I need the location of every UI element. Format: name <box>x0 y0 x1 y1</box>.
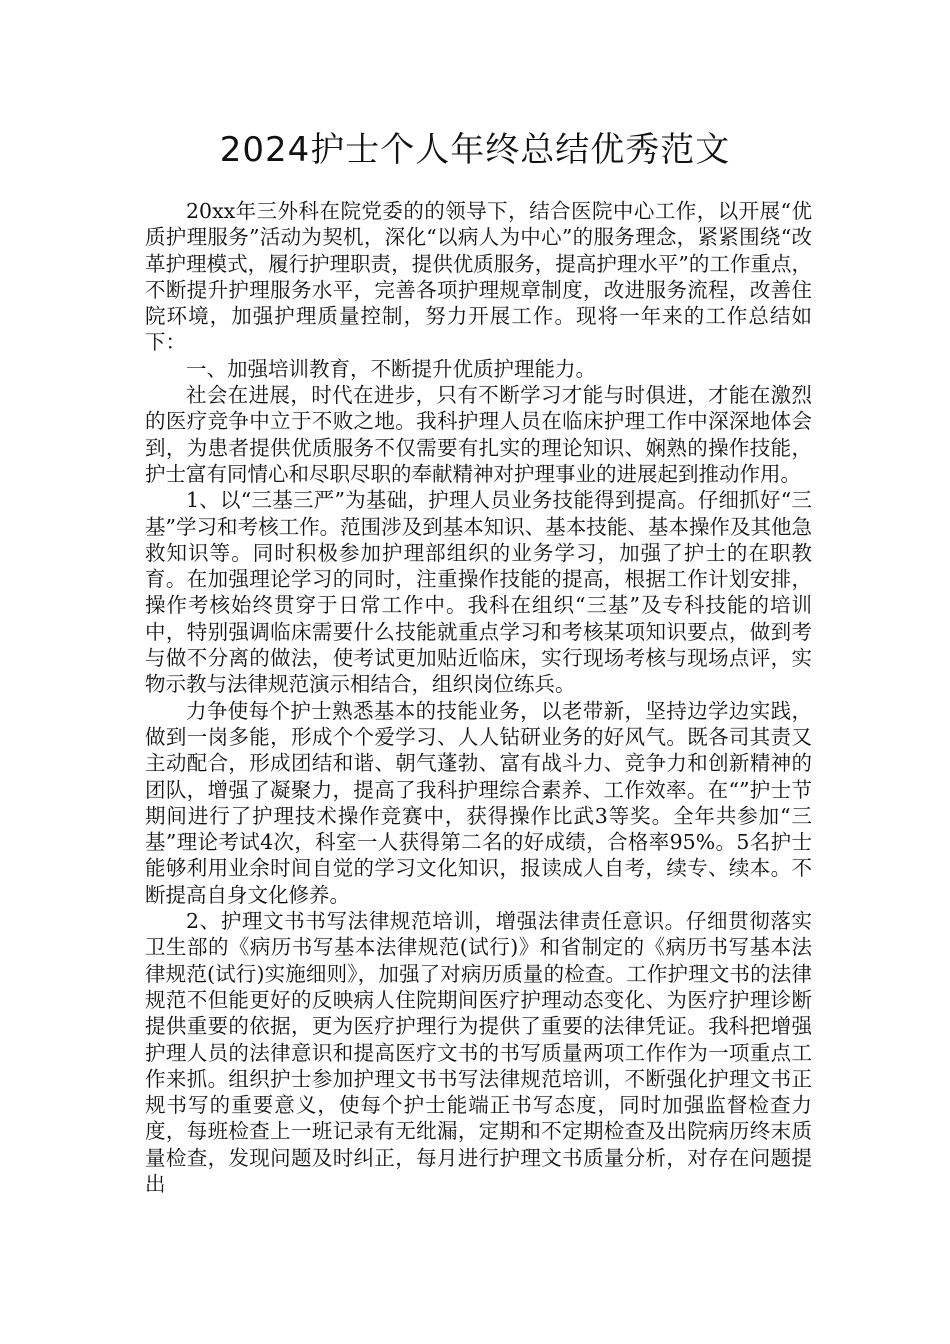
paragraph-intro: 20xx年三外科在院党委的的领导下，结合医院中心工作，以开展“优质护理服务”活动为契机，深化“以病人为中心”的服务理念，紧紧围绕“改革护理模式，履行护理职责，提供优质服务，提高护理水平”的工作重点，不断提升护理服务水平，完善各项护理规章制度，改进服务流程，改善住院环境，加强护理质量控制，努力开展工作。现将一年来的工作总结如下： <box>145 199 812 355</box>
paragraph-heading-1: 一、加强培训教育，不断提升优质护理能力。 <box>186 356 596 381</box>
paragraph-4: 力争使每个护士熟悉基本的技能业务，以老带新，坚持边学边实践，做到一岗多能，形成个个爱学习、人人钻研业务的好风气。既各司其责又主动配合，形成团结和谐、朝气蓬勃、富有战斗力、竞争力和创新精神的团队，增强了凝聚力，提高了我科护理综合素养、工作效率。在“”护士节期间进行了护理技术操作竞赛中，获得操作比武3等奖。全年共参加“三基”理论考试4次，科室一人获得第二名的好成绩，合格率95%。5名护士能够利用业余时间自觉的学习文化知识，报读成人自考，续专、续本。不断提高自身文化修养。 <box>145 698 812 907</box>
document-body <box>145 198 812 1197</box>
paragraph-5: 2、护理文书书写法律规范培训，增强法律责任意识。仔细贯彻落实卫生部的《病历书写基本法律规范(试行)》和省制定的《病历书写基本法律规范(试行)实施细则》，加强了对病历质量的检查。工作护理文书的法律规范不但能更好的反映病人住院期间医疗护理动态变化、为医疗护理诊断提供重要的依据，更为医疗护理行为提供了重要的法律凭证。我科把增强护理人员的法律意识和提高医疗文书的书写质量两项工作作为一项重点工作来抓。组织护士参加护理文书书写法律规范培训，不断强化护理文书正规书写的重要意义，使每个护士能端正书写态度，同时加强监督检查力度，每班检查上一班记录有无纰漏，定期和不定期检查及出院病历终末质量检查，发现问题及时纠正，每月进行护理文书质量分析，对存在问题提出 <box>145 909 812 1196</box>
paragraph-2: 社会在进展，时代在进步，只有不断学习才能与时俱进，才能在激烈的医疗竞争中立于不败之地。我科护理人员在临床护理工作中深深地体会到，为患者提供优质服务不仅需要有扎实的理论知识、娴熟的操作技能，护士富有同情心和尽职尽职的奉献精神对护理事业的进展起到推动作用。 <box>145 383 812 486</box>
document-title: 2024护士个人年终总结优秀范文 <box>219 130 731 170</box>
paragraph-3: 1、以“三基三严”为基础，护理人员业务技能得到提高。仔细抓好“三基”学习和考核工作。范围涉及到基本知识、基本技能、基本操作及其他急救知识等。同时积极参加护理部组织的业务学习，加强了护士的在职教育。在加强理论学习的同时，注重操作技能的提高，根据工作计划安排，操作考核始终贯穿于日常工作中。我科在组织“三基”及专科技能的培训中，特别强调临床需要什么技能就重点学习和考核某项知识要点，做到考与做不分离的做法，使考试更加贴近临床，实行现场考核与现场点评，实物示教与法律规范演示相结合，组织岗位练兵。 <box>145 488 812 697</box>
